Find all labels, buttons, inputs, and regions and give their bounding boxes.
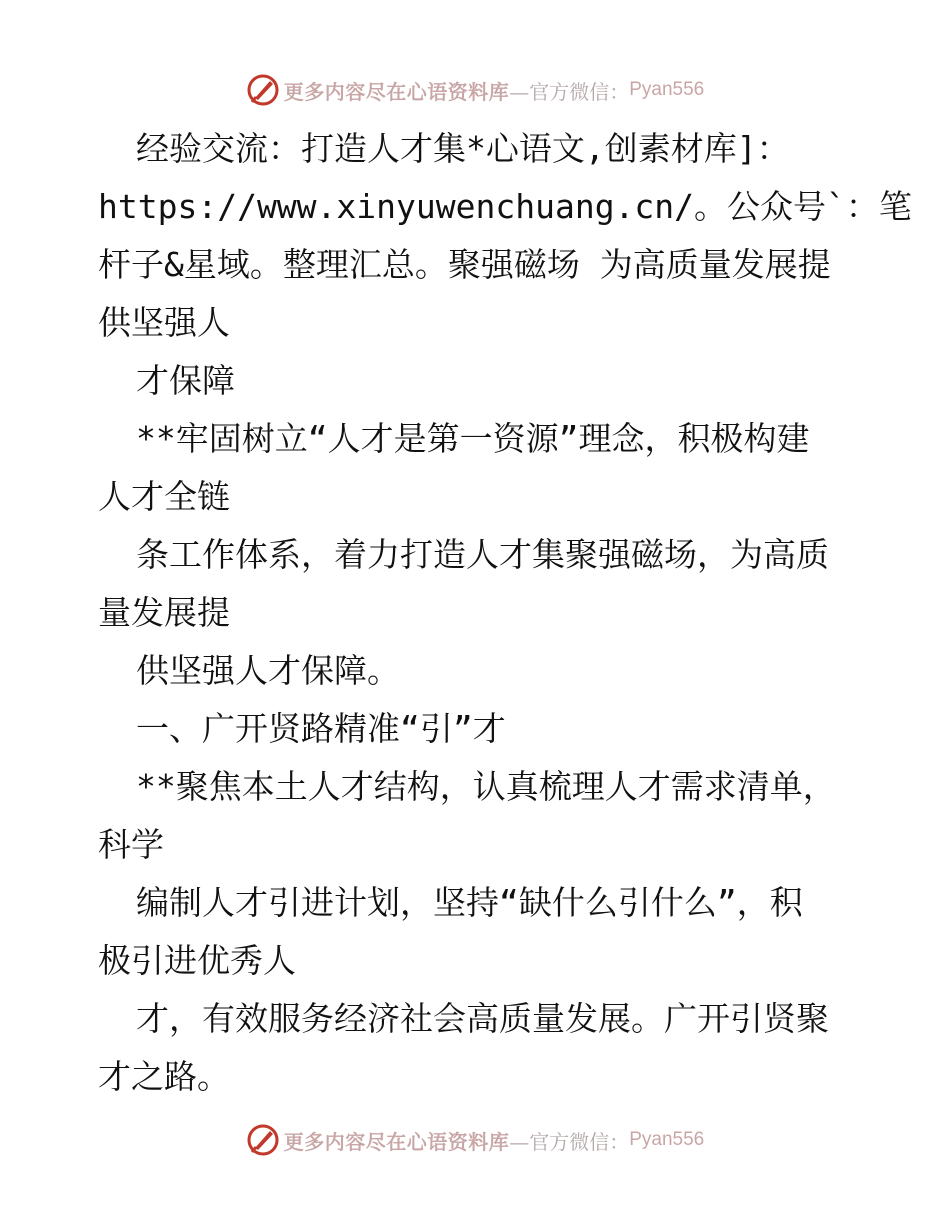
footer-banner-separator: —官方微信： — [509, 1129, 630, 1154]
header-watermark-banner — [0, 70, 950, 110]
header-banner-text: 更多内容尽在心语资料库 — [283, 79, 510, 104]
text-line: 编制人才引进计划，坚持“缺什么引什么”，积 — [136, 883, 803, 922]
section-heading: 一、广开贤路精准“引”才 — [136, 709, 506, 748]
text-line: **聚焦本土人才结构，认真梳理人才需求清单， — [136, 767, 836, 806]
text-line: 才保障 — [136, 361, 235, 400]
footer-banner-text: 更多内容尽在心语资料库 — [283, 1129, 510, 1154]
text-line: 才之路。 — [98, 1057, 230, 1096]
text-line: 经验交流：打造人才集*心语文,创素材库]： — [136, 129, 790, 168]
text-line: 极引进优秀人 — [98, 941, 296, 980]
text-line: 科学 — [98, 825, 164, 864]
header-banner-separator: —官方微信： — [509, 79, 630, 104]
footer-banner-wechat-id: Pyan556 — [629, 1129, 705, 1150]
header-banner-wechat-id: Pyan556 — [629, 79, 705, 100]
text-line: https://www.xinyuwenchuang.cn/。公众号`：笔 — [98, 187, 912, 226]
quill-logo-icon — [246, 1123, 280, 1157]
text-line: 条工作体系，着力打造人才集聚强磁场，为高质 — [136, 535, 829, 574]
text-line: 量发展提 — [98, 593, 230, 632]
text-line: **牢固树立“人才是第一资源”理念，积极构建 — [136, 419, 810, 458]
quill-logo-icon — [246, 73, 280, 107]
footer-watermark-banner — [0, 1120, 950, 1160]
text-line: 人才全链 — [98, 477, 230, 516]
text-line: 杆子&星域。整理汇总。聚强磁场 为高质量发展提 — [98, 245, 831, 284]
text-line: 才，有效服务经济社会高质量发展。广开引贤聚 — [136, 999, 829, 1038]
text-line: 供坚强人 — [98, 303, 230, 342]
text-line: 供坚强人才保障。 — [136, 651, 400, 690]
